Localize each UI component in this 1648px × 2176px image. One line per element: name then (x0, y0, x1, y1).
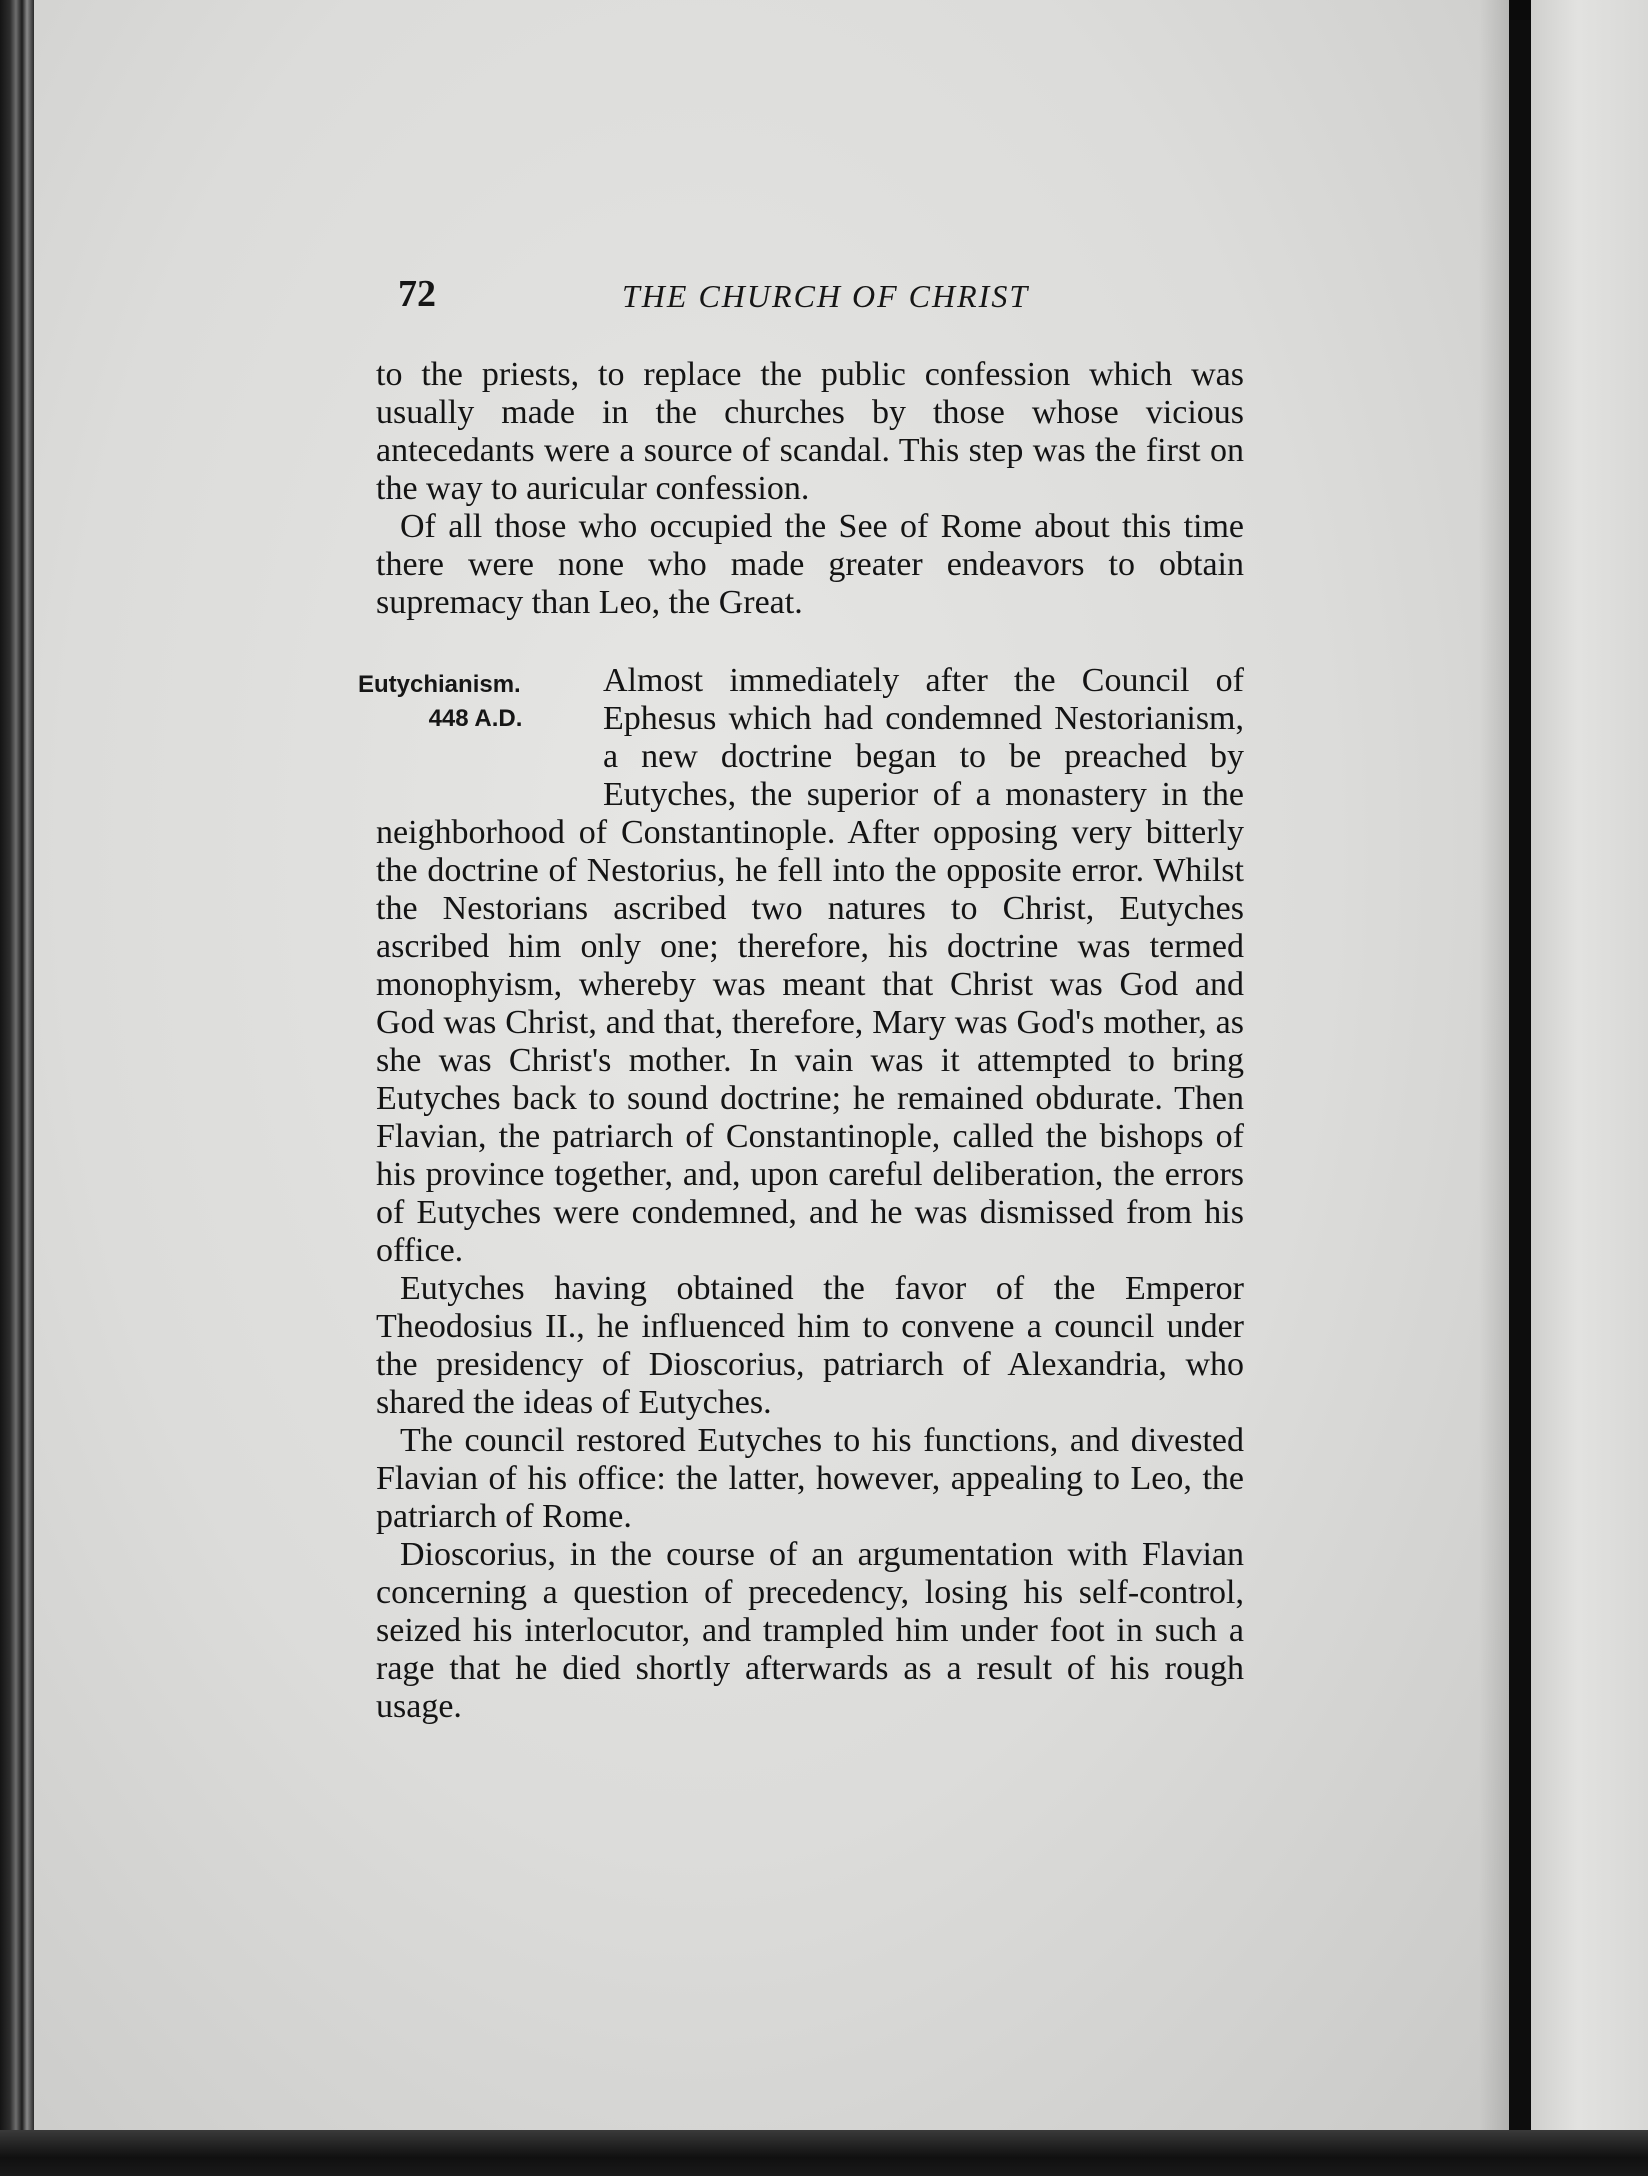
scan-bottom-edge (0, 2130, 1648, 2176)
sidenote-date: 448 A.D. (428, 705, 523, 732)
paragraph-1: to the priests, to replace the public confession which was usually made in the churches by those whose vicious antecedants were a source of scandal. This step was the first on the way to auricular confession. (376, 356, 1244, 507)
book-binding-edge (0, 0, 34, 2176)
section-paragraph-1: Almost immediately after the Council of Ephesus which had condemned Nestorianism, a new doctrine began to be preached by Eutyches, the superior of a monastery in the neighborhood of Constantinople. After opposing very bitterly the doctrine of Nestorius, he fell into the opposite error. Whilst the Nestorians ascribed two natures to Christ, Eutyches ascribed him only one; therefore, his doctrine was termed monophyism, whereby was meant that Christ was God and God was Christ, and that, therefore, Mary was God's mother, as she was Christ's mother. In vain was it attempted to bring Eutyches back to sound doctrine; he remained obdurate. Then Flavian, the patriarch of Constantinople, called the bishops of his province together, and, upon careful deliberation, the errors of Eutyches were condemned, and he was dismissed from his office. (376, 662, 1244, 1269)
page-number: 72 (398, 273, 436, 315)
next-page-edge (1531, 0, 1648, 2150)
section-paragraph-3: The council restored Eutyches to his functions, and divested Flavian of his office: the latter, however, appealing to Leo, the patriarch of Rome. (376, 1422, 1244, 1535)
page-gutter (1509, 20, 1531, 2130)
section-paragraph-4: Dioscorius, in the course of an argumentation with Flavian concerning a question of precedency, losing his self-control, seized his interlocutor, and trampled him under foot in such a rage that he died shortly afterwards as a result of his rough usage. (376, 1536, 1244, 1725)
section-spacer (376, 622, 1244, 662)
page-shadow (1479, 0, 1509, 2130)
paragraph-2: Of all those who occupied the See of Rome about this time there were none who made greater endeavors to obtain supremacy than Leo, the Great. (376, 508, 1244, 621)
page-body (358, 356, 1244, 1726)
sidenote-title: Eutychianism. (358, 671, 521, 698)
running-head: THE CHURCH OF CHRIST (622, 278, 1030, 314)
page-header (362, 272, 1082, 332)
section-paragraph-2: Eutyches having obtained the favor of the Emperor Theodosius II., he influenced him to convene a council under the presidency of Dioscorius, patriarch of Alexandria, who shared the ideas of Eutyches. (376, 1270, 1244, 1421)
margin-sidenote (358, 668, 583, 788)
